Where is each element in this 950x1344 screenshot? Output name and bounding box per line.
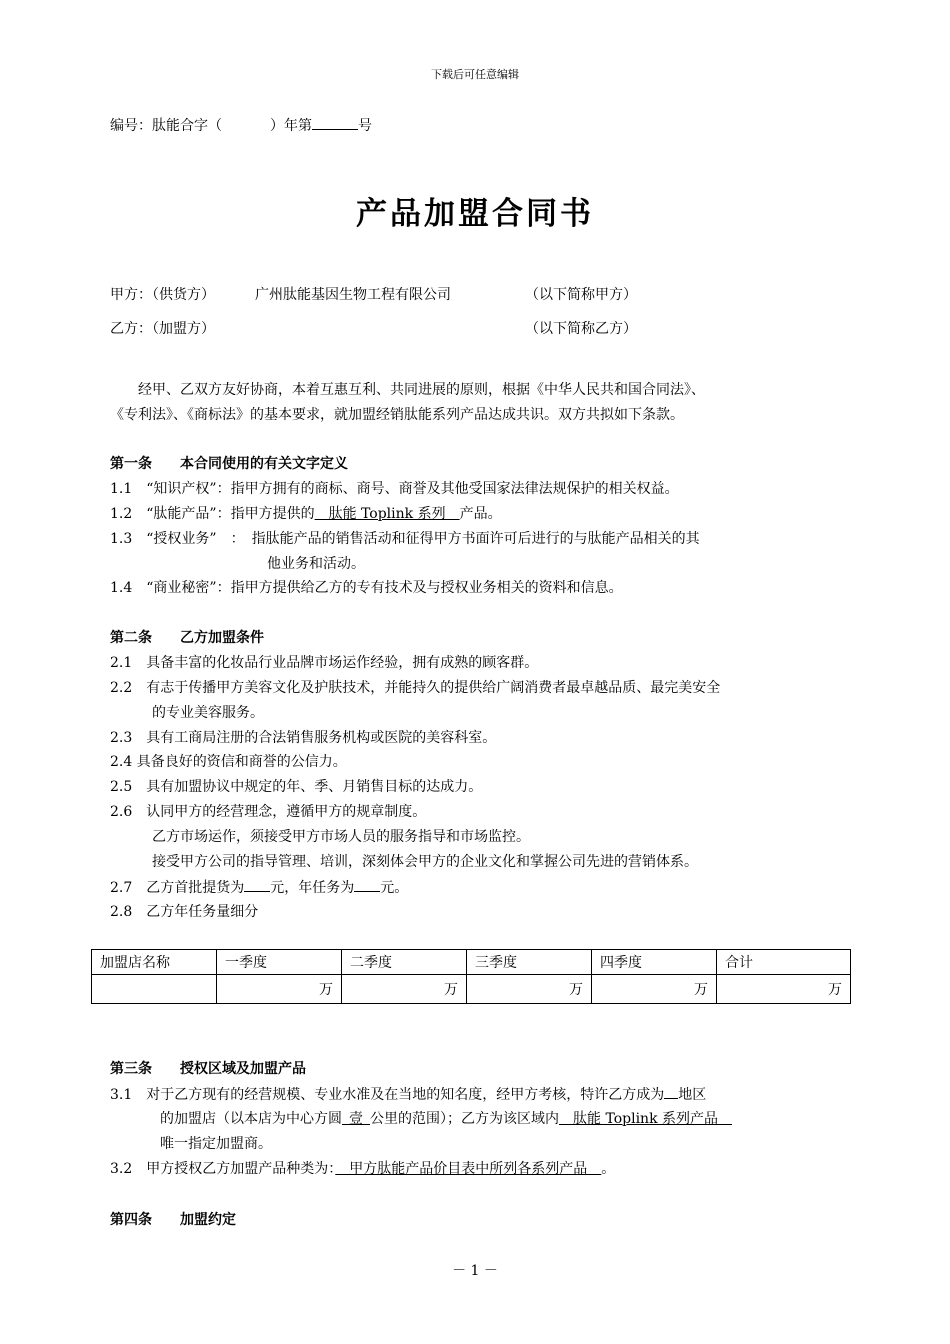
first-order-blank [244,877,270,892]
table-header-cell: 一季度 [217,950,342,975]
clause-3-1-b-pre: 的加盟店（以本店为中心方圆 [160,1111,342,1127]
table-cell: 万 [217,975,342,1004]
intro-line-1: 经甲、乙双方友好协商，本着互惠互利、共同进展的原则，根据《中华人民共和国合同法》、 [138,382,705,398]
clause-1-3-cont: 他业务和活动。 [267,556,365,572]
clause-2-7-a: 2.7 乙方首批提货为 [110,880,245,896]
clause-3-1 [110,1084,706,1105]
clause-2-4: 2.4 具备良好的资信和商誉的公信力。 [110,754,347,770]
region-blank [664,1084,678,1099]
clause-3-1-a: 3.1 对于乙方现有的经营规模、专业水准及在当地的知名度，经甲方考核，特许乙方成为 [110,1087,665,1103]
table-cell [92,975,217,1004]
table-header-cell: 二季度 [342,950,467,975]
clause-3-2 [110,1159,615,1179]
clause-2-7-b: 元，年任务为 [270,880,355,896]
table-header-cell: 四季度 [592,950,717,975]
table-cell: 万 [467,975,592,1004]
clause-2-8: 2.8 乙方年任务量细分 [110,904,259,920]
clause-2-7-c: 元。 [380,880,409,896]
clause-2-6-c: 接受甲方公司的指导管理、培训，深刻体会甲方的企业文化和掌握公司先进的营销体系。 [152,854,698,870]
table-row [92,975,851,1004]
clause-2-5: 2.5 具有加盟协议中规定的年、季、月销售目标的达成力。 [110,779,483,795]
clause-1-1: 1.1 “知识产权”：指甲方拥有的商标、商号、商誉及其他受国家法律法规保护的相关权益。 [110,481,679,497]
party-b-label: 乙方：（加盟方） [110,321,215,337]
clause-3-1-a2: 地区 [678,1087,707,1103]
authorized-product-types: 甲方肽能产品价目表中所列各系列产品 [335,1161,602,1177]
table-header-cell: 加盟店名称 [92,950,217,975]
party-a-name: 广州肽能基因生物工程有限公司 [255,287,451,303]
article-3-heading: 第三条 授权区域及加盟产品 [110,1061,306,1077]
contract-number-blank [312,115,358,130]
article-1-heading: 第一条 本合同使用的有关文字定义 [110,456,348,472]
clause-2-2: 2.2 有志于传播甲方美容文化及护肤技术，并能持久的提供给广阔消费者最卓越品质、最完美安全 [110,680,721,696]
contract-number-prefix: 编号：肽能合字（ [110,118,222,134]
party-a-alias: （以下简称甲方） [525,287,637,303]
clause-3-1-b-mid: 公里的范围）；乙方为该区域内 [370,1111,559,1127]
article-2-heading: 第二条 乙方加盟条件 [110,630,264,646]
intro-line-2: 《专利法》、《商标法》的基本要求，就加盟经销肽能系列产品达成共识。双方共拟如下条款。 [110,407,684,423]
table-cell: 万 [342,975,467,1004]
table-cell: 万 [592,975,717,1004]
table-header-cell: 三季度 [467,950,592,975]
party-a-label: 甲方：（供货方） [110,287,215,303]
clause-3-2-post: 。 [601,1161,616,1177]
clause-3-2-pre: 3.2 甲方授权乙方加盟产品种类为： [110,1161,336,1177]
clause-1-3: 1.3 “授权业务” ： 指肽能产品的销售活动和征得甲方书面许可后进行的与肽能产品相关的其 [110,531,700,547]
clause-1-2-product: 肽能 Toplink 系列 [314,506,460,522]
clause-1-2-post: 产品。 [459,506,502,522]
table-cell: 万 [717,975,851,1004]
radius-value: 壹 [349,1111,363,1127]
document-title: 产品加盟合同书 [356,196,594,232]
party-b-alias: （以下简称乙方） [525,321,637,337]
clause-2-1: 2.1 具备丰富的化妆品行业品牌市场运作经验，拥有成熟的顾客群。 [110,655,539,671]
contract-number [110,115,372,136]
clause-2-2-cont: 的专业美容服务。 [152,705,264,721]
clause-1-4: 1.4 “商业秘密”：指甲方提供给乙方的专有技术及与授权业务相关的资料和信息。 [110,580,623,596]
clause-2-6: 2.6 认同甲方的经营理念，遵循甲方的规章制度。 [110,804,427,820]
clause-2-7 [110,877,408,898]
table-header-row [92,950,851,975]
article-4-heading: 第四条 加盟约定 [110,1212,236,1228]
clause-3-1-c: 唯一指定加盟商。 [160,1136,272,1152]
clause-2-6-b: 乙方市场运作，须接受甲方市场人员的服务指导和市场监控。 [152,829,530,845]
clause-1-2-pre: 1.2 “肽能产品”：指甲方提供的 [110,506,315,522]
contract-number-mid: ）年第 [270,118,312,134]
header-note: 下载后可任意编辑 [431,68,519,81]
annual-target-blank [354,877,380,892]
clause-2-3: 2.3 具有工商局注册的合法销售服务机构或医院的美容科室。 [110,730,497,746]
quarterly-target-table [91,949,851,1004]
contract-number-suffix: 号 [358,118,372,134]
clause-3-1-b [160,1109,732,1129]
page-number: － 1 － [452,1263,498,1279]
authorized-product-line: 肽能 Toplink 系列产品 [559,1111,732,1127]
clause-1-2 [110,504,502,524]
table-header-cell: 合计 [717,950,851,975]
